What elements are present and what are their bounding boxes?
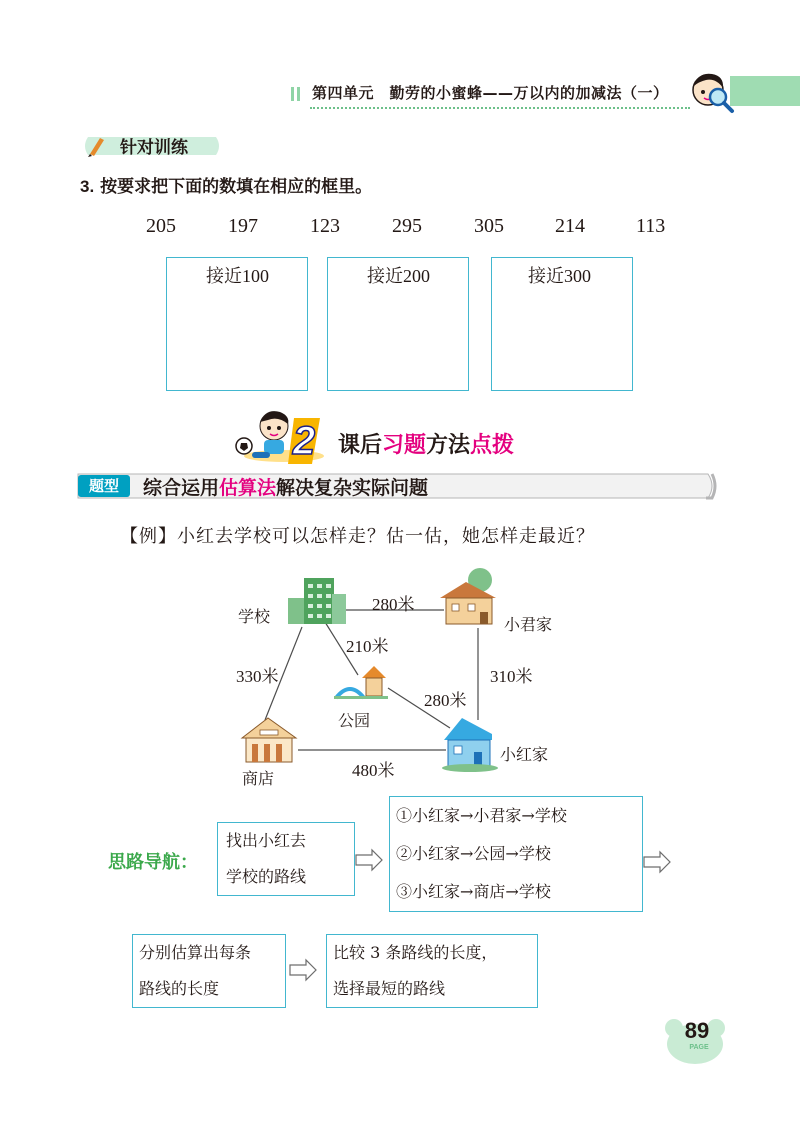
xiaojun-house-icon xyxy=(440,568,496,624)
route-item: ③小红家→商店→学校 xyxy=(396,882,551,901)
number-item: 295 xyxy=(392,215,422,237)
guide-step-find-routes: 找出小红去 学校的路线 xyxy=(217,822,355,896)
route-item: ②小红家→公园→学校 xyxy=(396,844,551,863)
distance-shop-xiaohong: 480米 xyxy=(352,761,395,780)
number-item: 305 xyxy=(474,215,504,237)
distance-school-xiaojun: 280米 xyxy=(372,595,415,614)
distance-xiaojun-xiaohong: 310米 xyxy=(490,667,533,686)
distance-school-park: 210米 xyxy=(346,637,389,656)
question-number: 3. xyxy=(80,177,95,196)
xiaohong-house-icon xyxy=(442,718,498,772)
type-badge: 题型 xyxy=(78,475,130,497)
guide-label: 思路导航： xyxy=(108,852,198,873)
map-label-xiaohong-home: 小红家 xyxy=(500,745,549,764)
answer-box-label: 接近300 xyxy=(528,266,591,286)
number-item: 197 xyxy=(228,215,258,237)
park-pavilion-icon xyxy=(334,666,388,699)
number-item: 123 xyxy=(310,215,340,237)
guide-step-compare: 比较 3 条路线的长度， 选择最短的路线 xyxy=(326,934,538,1008)
section-label: 针对训练 xyxy=(120,138,188,158)
number-item: 113 xyxy=(636,215,666,237)
map-label-xiaojun-home: 小君家 xyxy=(504,615,553,634)
map-label-park: 公园 xyxy=(338,711,371,730)
page-number: 89 xyxy=(684,1018,710,1043)
banner-badge-number: 2 xyxy=(292,419,316,463)
guide-step-estimate: 分别估算出每条 路线的长度 xyxy=(132,934,286,1008)
guide-routes-box xyxy=(389,796,643,912)
shop-building-icon xyxy=(242,718,296,762)
page-word: PAGE xyxy=(689,1044,709,1051)
number-item: 214 xyxy=(555,215,585,237)
answer-box-label: 接近100 xyxy=(206,266,269,286)
example-text: 【例】小红去学校可以怎样走？估一估，她怎样走最近？ xyxy=(120,526,595,547)
distance-park-xiaohong: 280米 xyxy=(424,691,467,710)
number-item: 205 xyxy=(146,215,176,237)
arrow-right-icon xyxy=(354,848,384,872)
answer-box-label: 接近200 xyxy=(367,266,430,286)
banner-title: 课后习题方法点拨 xyxy=(338,433,515,458)
distance-school-shop: 330米 xyxy=(236,667,279,686)
map-label-school: 学校 xyxy=(238,607,271,626)
route-item: ①小红家→小君家→学校 xyxy=(396,806,567,825)
arrow-right-icon xyxy=(288,958,318,982)
arrow-right-icon xyxy=(642,850,672,874)
question-text: 按要求把下面的数填在相应的框里。 xyxy=(100,177,373,197)
map-label-shop: 商店 xyxy=(242,769,275,788)
school-building-icon xyxy=(288,578,346,624)
header-title: 第四单元 勤劳的小蜜蜂——万以内的加减法（一） xyxy=(312,84,669,102)
type-text: 综合运用估算法解决复杂实际问题 xyxy=(143,477,429,499)
